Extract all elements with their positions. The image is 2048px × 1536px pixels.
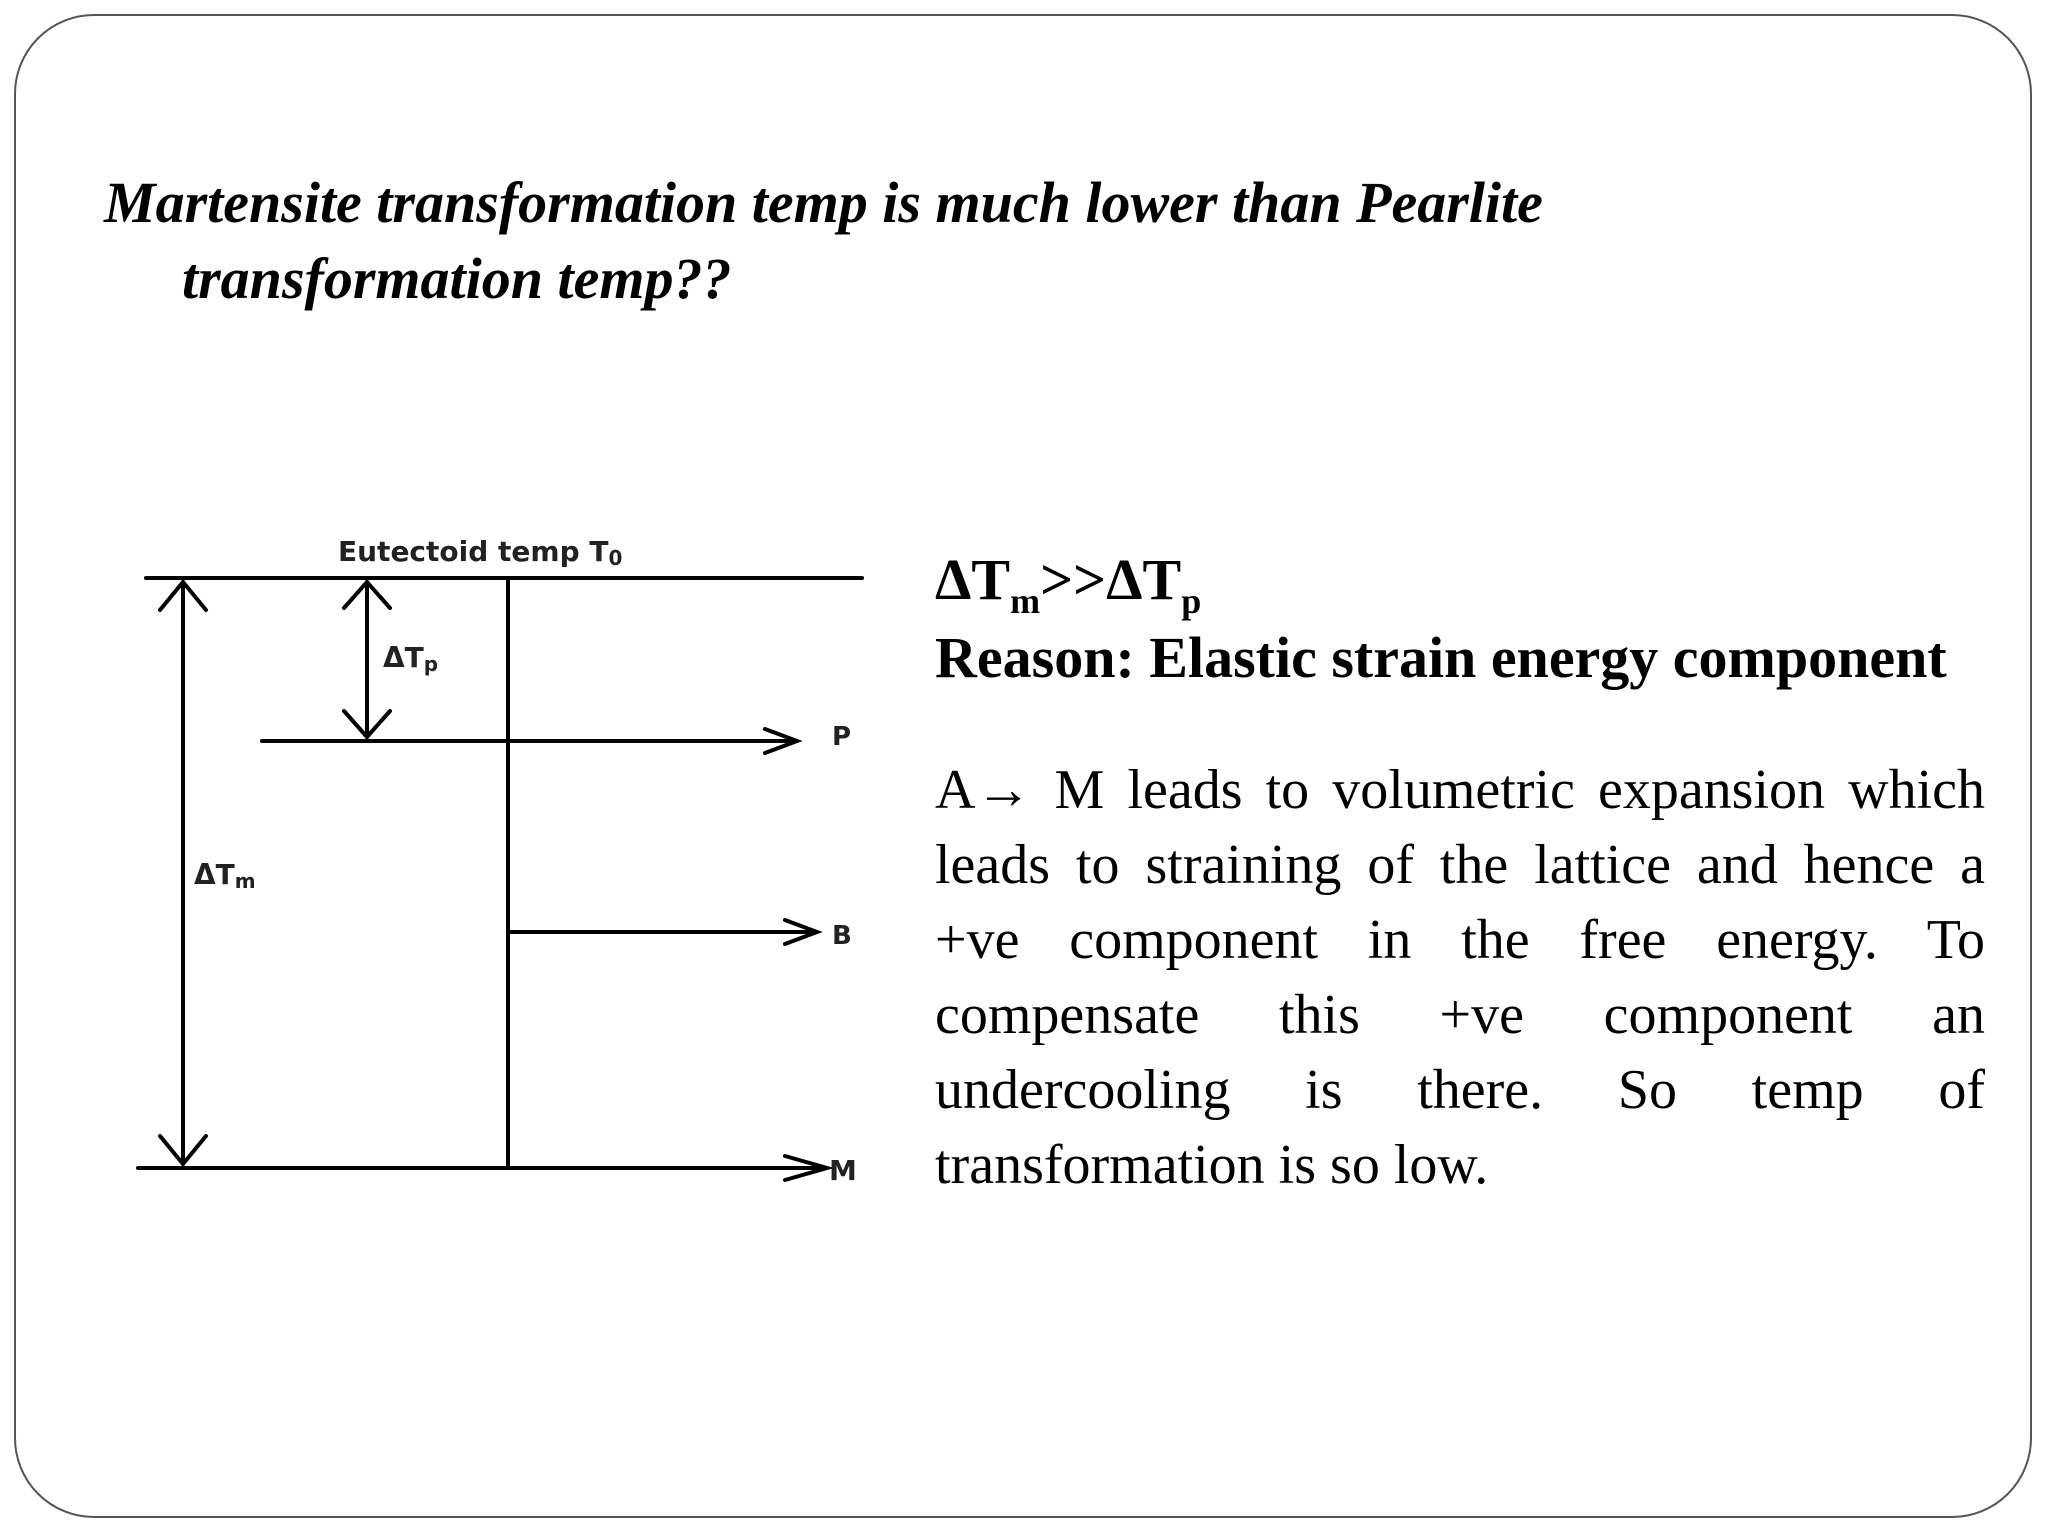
delta-tp-label: ΔTp bbox=[383, 641, 439, 676]
level-label-m: M bbox=[829, 1154, 857, 1187]
explanation-panel bbox=[935, 545, 1985, 1203]
level-label-b: B bbox=[832, 921, 852, 951]
level-label-p: P bbox=[832, 722, 852, 752]
eutectoid-temp-label: Eutectoid temp T0 bbox=[338, 535, 623, 570]
undercooling-relation: $\Delta T_m>>\Delta T_p$ bbox=[935, 547, 1202, 621]
explanation-text: A→ M leads to volumetric expansion which leads to straining of the lattice and hence a +ve component in the free energy. To compensate this +ve component an undercooling is there. So temp of transformation is so low. bbox=[935, 759, 1985, 1196]
slide-title: Martensite transformation temp is much lower than Pearlite transformation temp?? bbox=[104, 170, 1543, 311]
reason-text: Reason: Elastic strain energy component bbox=[935, 625, 1947, 690]
delta-tm-label: ΔTm bbox=[194, 858, 256, 893]
